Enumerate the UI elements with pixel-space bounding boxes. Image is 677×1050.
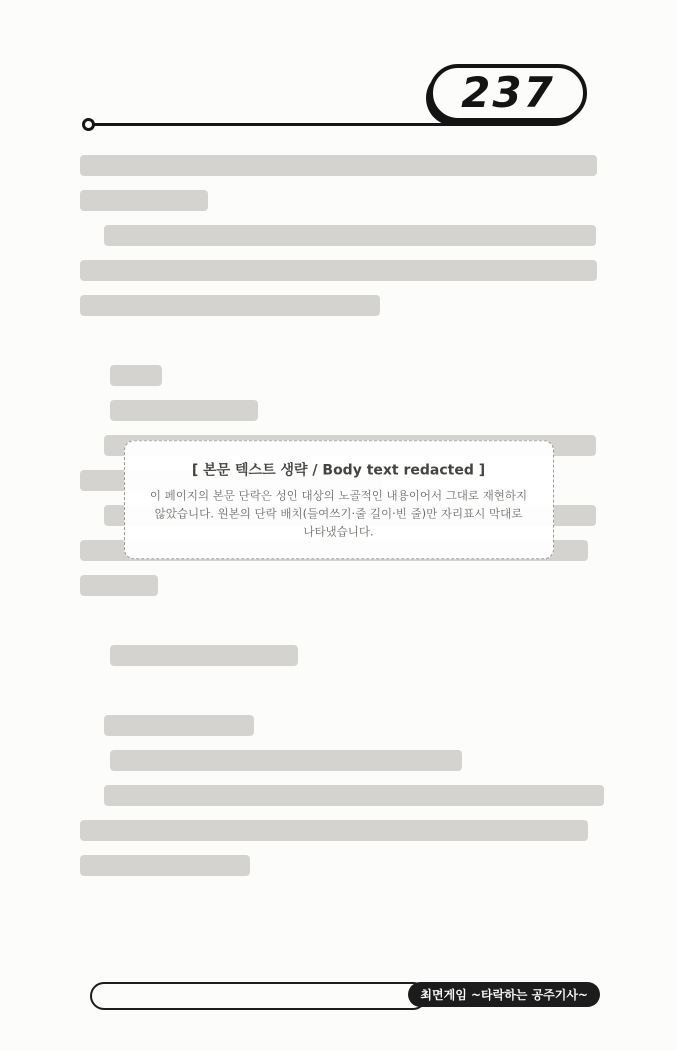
redacted-text-line xyxy=(104,715,254,736)
redacted-text-line xyxy=(110,365,162,386)
redacted-text-line xyxy=(80,260,597,281)
page-number-pill xyxy=(429,64,587,122)
redacted-text-line xyxy=(80,155,597,176)
redacted-text-line xyxy=(104,785,604,806)
footer-outline-pill xyxy=(90,982,427,1010)
header-rule-line xyxy=(90,123,535,126)
redacted-text-line xyxy=(80,295,380,316)
redacted-text-line xyxy=(110,400,258,421)
redacted-text-line xyxy=(80,575,158,596)
page-number: 237 xyxy=(461,67,555,117)
series-title-badge xyxy=(408,982,600,1007)
rule-end-ring-icon xyxy=(82,118,95,131)
redacted-text-line xyxy=(80,855,250,876)
series-title: 최면게임 ~타락하는 공주기사~ xyxy=(420,988,588,1002)
redaction-title: [ 본문 텍스트 생략 / Body text redacted ] xyxy=(191,462,486,479)
redacted-text-line xyxy=(80,190,208,211)
redacted-text-line xyxy=(104,225,596,246)
redacted-text-line xyxy=(110,750,462,771)
page-header xyxy=(0,0,677,150)
redacted-text-line xyxy=(80,820,588,841)
redaction-note: 이 페이지의 본문 단락은 성인 대상의 노골적인 내용이어서 그대로 재현하지 않았습니다. 원본의 단락 배치(들여쓰기·줄 길이·빈 줄)만 자리표시 막대로 나타냈습니다. xyxy=(149,488,528,538)
redaction-notice xyxy=(124,440,554,559)
redacted-text-line xyxy=(110,645,298,666)
page-footer xyxy=(0,970,677,1050)
